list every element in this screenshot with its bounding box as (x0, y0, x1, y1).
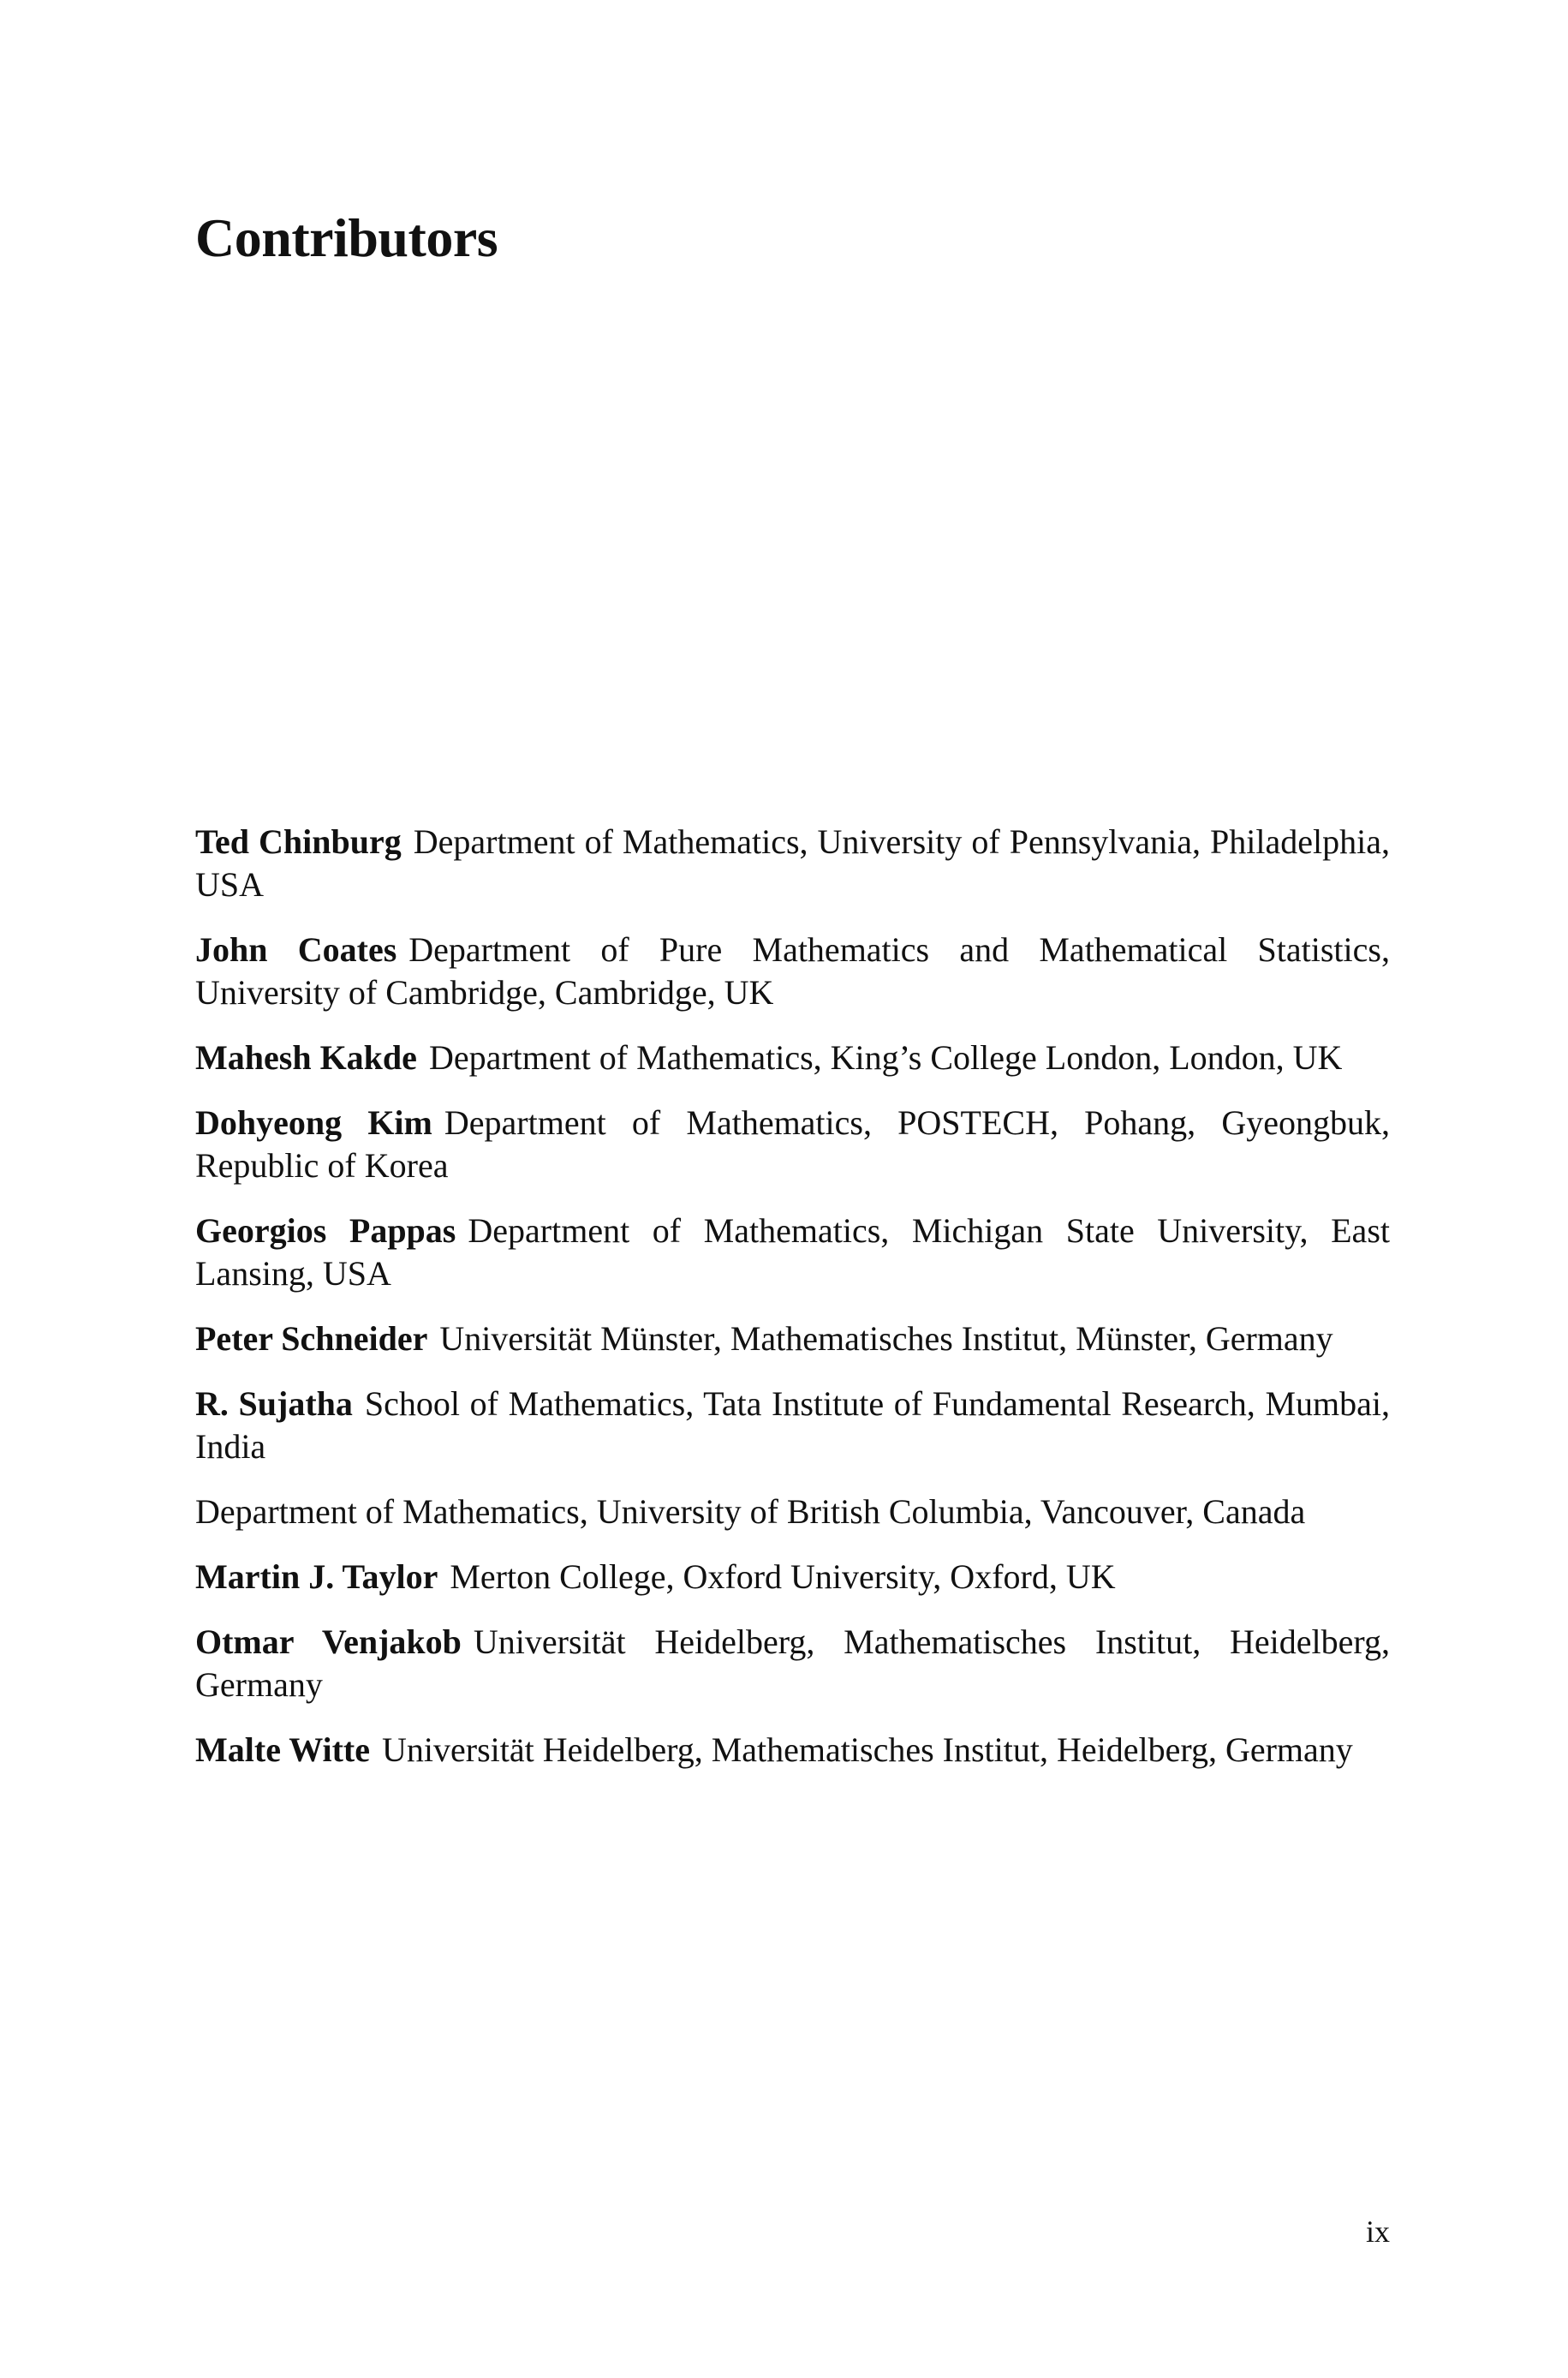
contributor-affiliation: Merton College, Oxford University, Oxford, UK (450, 1557, 1116, 1596)
contributor-affiliation: Department of Mathematics, King’s College London, London, UK (428, 1038, 1343, 1077)
contributor-affiliation: Department of Mathematics, POSTECH, Pohang, Gyeongbuk, Republic of Korea (195, 1103, 1390, 1185)
contributor-entry (195, 1556, 1390, 1598)
contributor-affiliation: Department of Mathematics, University of Pennsylvania, Philadelphia, USA (195, 822, 1390, 904)
contributor-name: Ted Chinburg (195, 822, 402, 861)
contributor-affiliation: Department of Mathematics, University of British Columbia, Vancouver, Canada (195, 1492, 1306, 1531)
contributor-entry (195, 1729, 1390, 1772)
contributor-name: Dohyeong Kim (195, 1103, 432, 1142)
contributor-affiliation: Universität Heidelberg, Mathematisches Institut, Heidelberg, Germany (382, 1730, 1353, 1769)
contributor-affiliation: Universität Münster, Mathematisches Institut, Münster, Germany (439, 1319, 1333, 1358)
contributor-entry (195, 821, 1390, 906)
contributor-name: Malte Witte (195, 1730, 371, 1769)
contributor-entry (195, 1037, 1390, 1079)
contributor-name: Martin J. Taylor (195, 1557, 438, 1596)
page-title: Contributors (195, 207, 498, 268)
contributor-name: R. Sujatha (195, 1384, 353, 1423)
contributor-affiliation: Department of Pure Mathematics and Mathematical Statistics, University of Cambridge, Cambridge, UK (195, 930, 1390, 1012)
contributor-name: John Coates (195, 930, 397, 969)
contributor-entry (195, 1621, 1390, 1706)
contributor-name: Otmar Venjakob (195, 1622, 462, 1661)
contributor-entry (195, 1317, 1390, 1360)
contributor-entry (195, 1383, 1390, 1468)
contributor-name: Georgios Pappas (195, 1211, 456, 1250)
contributor-entry (195, 1210, 1390, 1295)
contributor-name: Peter Schneider (195, 1319, 428, 1358)
contributor-affiliation: School of Mathematics, Tata Institute of Fundamental Research, Mumbai, India (195, 1384, 1390, 1466)
contributor-affiliation: Universität Heidelberg, Mathematisches Institut, Heidelberg, Germany (195, 1622, 1390, 1704)
contributor-entry (195, 1102, 1390, 1187)
contributor-entry (195, 1491, 1390, 1533)
contributor-entry (195, 929, 1390, 1014)
page-number: ix (1365, 2214, 1390, 2249)
contributor-list (195, 821, 1390, 1794)
contributor-name: Mahesh Kakde (195, 1038, 417, 1077)
contributor-affiliation: Department of Mathematics, Michigan State University, East Lansing, USA (195, 1211, 1390, 1293)
